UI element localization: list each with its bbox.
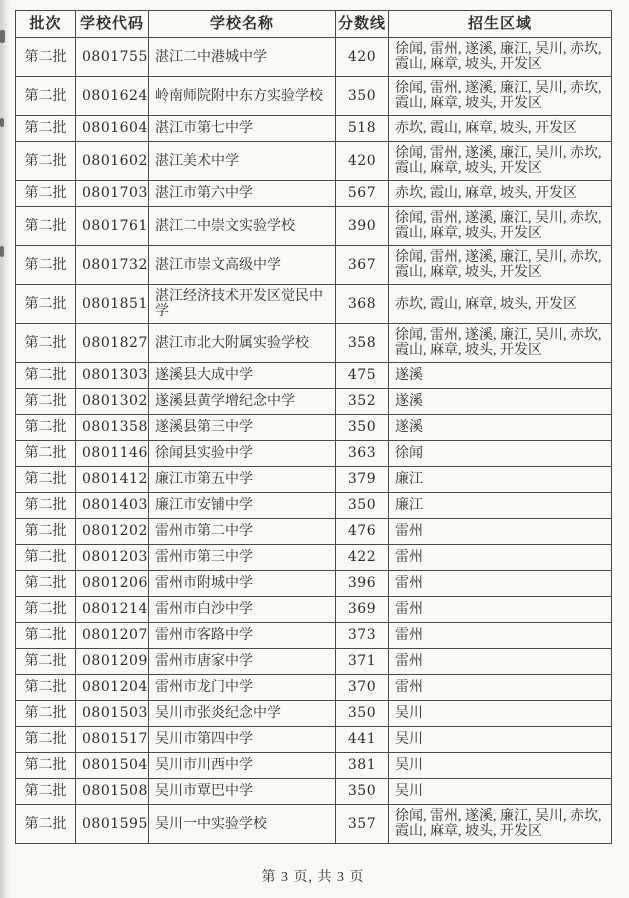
cell-batch: 第二批 — [16, 285, 76, 324]
cell-regions: 徐闻, 雷州, 遂溪, 廉江, 吴川, 赤坎, 霞山, 麻章, 坡头, 开发区 — [389, 77, 612, 116]
cell-name: 遂溪县大成中学 — [149, 363, 336, 389]
table-row — [16, 77, 612, 116]
cell-name: 湛江市崇文高级中学 — [149, 246, 336, 285]
cell-batch: 第二批 — [16, 116, 76, 142]
table-row — [16, 38, 612, 77]
cell-name: 吴川一中实验学校 — [149, 805, 336, 844]
cell-regions: 吴川 — [389, 727, 612, 753]
cell-score: 373 — [336, 623, 389, 649]
table-row — [16, 441, 612, 467]
cell-batch: 第二批 — [16, 519, 76, 545]
cell-batch: 第二批 — [16, 181, 76, 207]
cell-name: 湛江二中崇文实验学校 — [149, 207, 336, 246]
table-row — [16, 207, 612, 246]
cell-score: 475 — [336, 363, 389, 389]
table-row — [16, 363, 612, 389]
cell-regions: 雷州 — [389, 571, 612, 597]
cell-code: 0801209 — [76, 649, 149, 675]
scan-artifact — [0, 246, 4, 257]
cell-score: 350 — [336, 701, 389, 727]
cell-name: 徐闻县实验中学 — [149, 441, 336, 467]
table-row — [16, 597, 612, 623]
cell-regions: 徐闻, 雷州, 遂溪, 廉江, 吴川, 赤坎, 霞山, 麻章, 坡头, 开发区 — [389, 38, 612, 77]
cell-code: 0801827 — [76, 324, 149, 363]
table-row — [16, 493, 612, 519]
cell-regions: 遂溪 — [389, 363, 612, 389]
cell-code: 0801755 — [76, 38, 149, 77]
cell-code: 0801214 — [76, 597, 149, 623]
cell-batch: 第二批 — [16, 571, 76, 597]
table-row — [16, 545, 612, 571]
table-row — [16, 467, 612, 493]
cell-score: 350 — [336, 77, 389, 116]
cell-score: 396 — [336, 571, 389, 597]
cell-score: 518 — [336, 116, 389, 142]
cell-code: 0801595 — [76, 805, 149, 844]
cell-batch: 第二批 — [16, 597, 76, 623]
cell-name: 雷州市龙门中学 — [149, 675, 336, 701]
cell-name: 廉江市第五中学 — [149, 467, 336, 493]
cell-batch: 第二批 — [16, 493, 76, 519]
cell-code: 0801504 — [76, 753, 149, 779]
cell-batch: 第二批 — [16, 38, 76, 77]
cell-regions: 雷州 — [389, 623, 612, 649]
cell-code: 0801703 — [76, 181, 149, 207]
cell-name: 雷州市白沙中学 — [149, 597, 336, 623]
cell-code: 0801206 — [76, 571, 149, 597]
cell-score: 420 — [336, 38, 389, 77]
cell-score: 422 — [336, 545, 389, 571]
cell-batch: 第二批 — [16, 389, 76, 415]
cell-regions: 赤坎, 霞山, 麻章, 坡头, 开发区 — [389, 285, 612, 324]
cell-regions: 雷州 — [389, 597, 612, 623]
cell-score: 379 — [336, 467, 389, 493]
cell-name: 吴川市第四中学 — [149, 727, 336, 753]
table-row — [16, 649, 612, 675]
cell-regions: 徐闻, 雷州, 遂溪, 廉江, 吴川, 赤坎, 霞山, 麻章, 坡头, 开发区 — [389, 142, 612, 181]
cell-name: 湛江市北大附属实验学校 — [149, 324, 336, 363]
cell-batch: 第二批 — [16, 77, 76, 116]
cell-batch: 第二批 — [16, 415, 76, 441]
cell-regions: 吴川 — [389, 753, 612, 779]
cell-batch: 第二批 — [16, 324, 76, 363]
cell-score: 350 — [336, 493, 389, 519]
cell-name: 遂溪县黄学增纪念中学 — [149, 389, 336, 415]
cell-name: 遂溪县第三中学 — [149, 415, 336, 441]
cell-code: 0801203 — [76, 545, 149, 571]
cell-name: 吴川市覃巴中学 — [149, 779, 336, 805]
table-row — [16, 623, 612, 649]
table-row — [16, 701, 612, 727]
table-row — [16, 675, 612, 701]
column-header-2: 学校名称 — [149, 11, 336, 38]
cell-code: 0801202 — [76, 519, 149, 545]
cell-name: 湛江二中港城中学 — [149, 38, 336, 77]
cell-name: 雷州市附城中学 — [149, 571, 336, 597]
table-row — [16, 389, 612, 415]
table-row — [16, 324, 612, 363]
cell-score: 476 — [336, 519, 389, 545]
cell-code: 0801403 — [76, 493, 149, 519]
cell-regions: 徐闻, 雷州, 遂溪, 廉江, 吴川, 赤坎, 霞山, 麻章, 坡头, 开发区 — [389, 805, 612, 844]
cell-code: 0801508 — [76, 779, 149, 805]
cell-code: 0801503 — [76, 701, 149, 727]
cell-batch: 第二批 — [16, 623, 76, 649]
cell-regions: 廉江 — [389, 493, 612, 519]
table-row — [16, 181, 612, 207]
cell-name: 雷州市唐家中学 — [149, 649, 336, 675]
cell-regions: 吴川 — [389, 779, 612, 805]
cell-regions: 吴川 — [389, 701, 612, 727]
cell-name: 湛江经济技术开发区觉民中学 — [149, 285, 336, 324]
table-row — [16, 246, 612, 285]
table-header-row — [16, 11, 612, 38]
cell-regions: 徐闻, 雷州, 遂溪, 廉江, 吴川, 赤坎, 霞山, 麻章, 坡头, 开发区 — [389, 207, 612, 246]
cell-code: 0801207 — [76, 623, 149, 649]
cell-code: 0801761 — [76, 207, 149, 246]
cell-score: 420 — [336, 142, 389, 181]
cell-name: 湛江市第六中学 — [149, 181, 336, 207]
cell-regions: 雷州 — [389, 519, 612, 545]
cell-score: 441 — [336, 727, 389, 753]
scan-artifact — [0, 30, 5, 43]
cell-score: 352 — [336, 389, 389, 415]
cell-name: 吴川市川西中学 — [149, 753, 336, 779]
cell-batch: 第二批 — [16, 545, 76, 571]
cell-score: 381 — [336, 753, 389, 779]
page-number-footer: 第 3 页, 共 3 页 — [261, 870, 365, 885]
column-header-1: 学校代码 — [76, 11, 149, 38]
cell-regions: 徐闻, 雷州, 遂溪, 廉江, 吴川, 赤坎, 霞山, 麻章, 坡头, 开发区 — [389, 246, 612, 285]
cell-code: 0801851 — [76, 285, 149, 324]
cell-batch: 第二批 — [16, 207, 76, 246]
cell-score: 358 — [336, 324, 389, 363]
cell-batch: 第二批 — [16, 467, 76, 493]
cell-regions: 赤坎, 霞山, 麻章, 坡头, 开发区 — [389, 116, 612, 142]
cell-regions: 赤坎, 霞山, 麻章, 坡头, 开发区 — [389, 181, 612, 207]
cell-score: 350 — [336, 779, 389, 805]
table-body — [16, 38, 612, 844]
cell-score: 371 — [336, 649, 389, 675]
cell-score: 363 — [336, 441, 389, 467]
table-row — [16, 116, 612, 142]
cell-code: 0801604 — [76, 116, 149, 142]
cell-batch: 第二批 — [16, 727, 76, 753]
cell-code: 0801602 — [76, 142, 149, 181]
table-row — [16, 142, 612, 181]
cell-regions: 雷州 — [389, 545, 612, 571]
cell-score: 357 — [336, 805, 389, 844]
cell-batch: 第二批 — [16, 701, 76, 727]
cell-name: 湛江美术中学 — [149, 142, 336, 181]
scan-artifact — [0, 118, 4, 127]
cell-name: 雷州市第二中学 — [149, 519, 336, 545]
cell-name: 湛江市第七中学 — [149, 116, 336, 142]
cell-batch: 第二批 — [16, 363, 76, 389]
table-row — [16, 727, 612, 753]
cell-name: 吴川市张炎纪念中学 — [149, 701, 336, 727]
cell-batch: 第二批 — [16, 805, 76, 844]
cell-code: 0801204 — [76, 675, 149, 701]
cell-score: 567 — [336, 181, 389, 207]
table-row — [16, 779, 612, 805]
cell-batch: 第二批 — [16, 142, 76, 181]
table-row — [16, 519, 612, 545]
admission-score-table — [15, 10, 612, 844]
cell-regions: 廉江 — [389, 467, 612, 493]
column-header-3: 分数线 — [336, 11, 389, 38]
table-row — [16, 753, 612, 779]
cell-regions: 徐闻, 雷州, 遂溪, 廉江, 吴川, 赤坎, 霞山, 麻章, 坡头, 开发区 — [389, 324, 612, 363]
cell-score: 350 — [336, 415, 389, 441]
cell-score: 368 — [336, 285, 389, 324]
table-row — [16, 805, 612, 844]
cell-batch: 第二批 — [16, 779, 76, 805]
cell-name: 岭南师院附中东方实验学校 — [149, 77, 336, 116]
cell-regions: 遂溪 — [389, 389, 612, 415]
cell-name: 廉江市安铺中学 — [149, 493, 336, 519]
cell-regions: 遂溪 — [389, 415, 612, 441]
cell-score: 367 — [336, 246, 389, 285]
cell-name: 雷州市客路中学 — [149, 623, 336, 649]
cell-code: 0801302 — [76, 389, 149, 415]
cell-code: 0801358 — [76, 415, 149, 441]
cell-code: 0801412 — [76, 467, 149, 493]
table-row — [16, 571, 612, 597]
table-row — [16, 285, 612, 324]
cell-batch: 第二批 — [16, 441, 76, 467]
column-header-4: 招生区域 — [389, 11, 612, 38]
scan-edge-shadow — [0, 0, 10, 898]
cell-regions: 雷州 — [389, 675, 612, 701]
cell-score: 370 — [336, 675, 389, 701]
cell-regions: 徐闻 — [389, 441, 612, 467]
cell-score: 369 — [336, 597, 389, 623]
cell-code: 0801517 — [76, 727, 149, 753]
cell-name: 雷州市第三中学 — [149, 545, 336, 571]
cell-code: 0801146 — [76, 441, 149, 467]
cell-batch: 第二批 — [16, 753, 76, 779]
cell-score: 390 — [336, 207, 389, 246]
cell-regions: 雷州 — [389, 649, 612, 675]
cell-batch: 第二批 — [16, 675, 76, 701]
column-header-0: 批次 — [16, 11, 76, 38]
cell-code: 0801624 — [76, 77, 149, 116]
table-row — [16, 415, 612, 441]
cell-batch: 第二批 — [16, 246, 76, 285]
cell-code: 0801732 — [76, 246, 149, 285]
cell-batch: 第二批 — [16, 649, 76, 675]
cell-code: 0801303 — [76, 363, 149, 389]
